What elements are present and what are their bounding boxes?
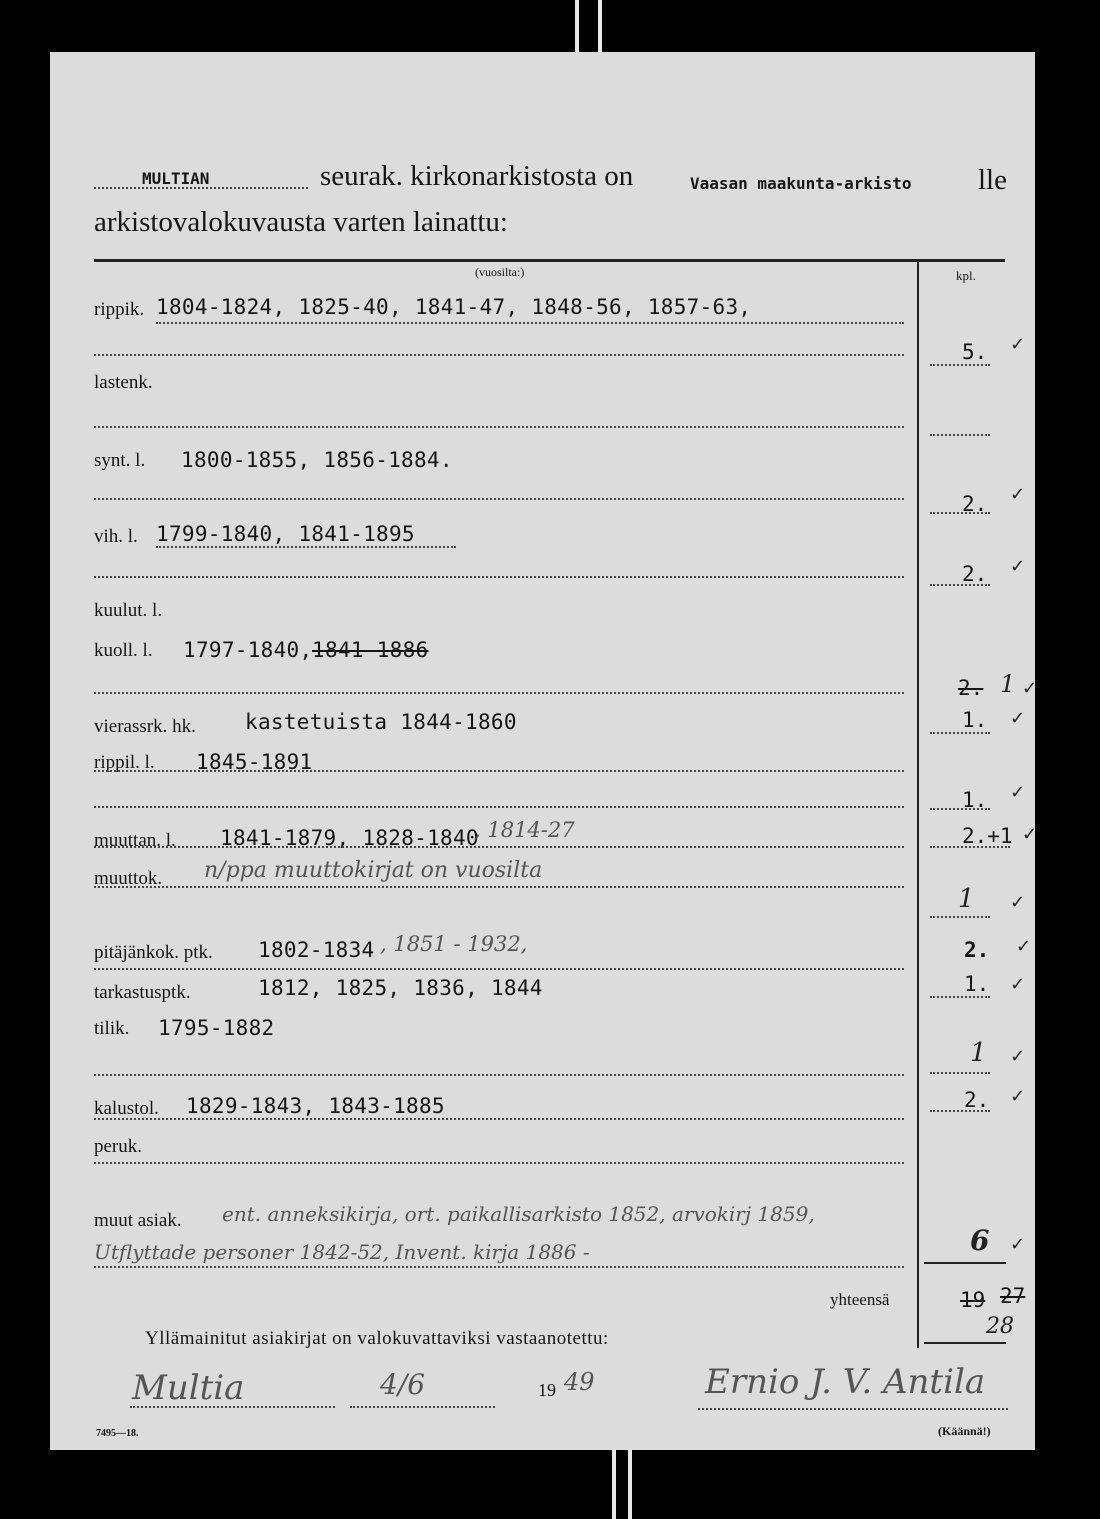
value-synt: 1800-1855, 1856-1884. [181, 448, 453, 472]
film-edge-line [612, 1450, 616, 1519]
dotted-line [156, 546, 456, 548]
form-number: 7495—18. [96, 1428, 139, 1439]
receipt-year-prefix: 19 [538, 1380, 556, 1400]
dotted-line [930, 1110, 990, 1112]
check-mark-icon: ✓ [1010, 334, 1026, 355]
label-kuulut: kuulut. l. [94, 600, 163, 621]
value-kuoll: 1797-1840, [183, 638, 313, 662]
check-mark-icon: ✓ [1022, 678, 1038, 699]
dotted-line [698, 1408, 1008, 1410]
years-note: (vuosilta:) [475, 265, 525, 279]
handwritten-muuttan: , 1814-27 [474, 818, 575, 842]
count-tarkastusptk: 1. [964, 972, 990, 996]
count-vih: 2. [962, 562, 988, 586]
dotted-line [94, 1162, 904, 1164]
dotted-line [350, 1406, 495, 1408]
dotted-line [94, 498, 904, 500]
dotted-line [94, 968, 904, 970]
label-vih: vih. l. [94, 526, 138, 547]
count-kalustol: 2. [964, 1088, 990, 1112]
label-rippik: rippik. [94, 299, 145, 320]
dotted-line [94, 806, 904, 808]
label-peruk: peruk. [94, 1136, 143, 1157]
receipt-text: Yllämainitut asiakirjat on valokuvattaviksi vastaanotettu: [145, 1328, 609, 1349]
handwritten-muut-2: Utflyttade personer 1842-52, Invent. kirja 1886 - [94, 1240, 590, 1264]
receipt-date: 4/6 [380, 1368, 426, 1401]
value-rippik: 1804-1824, 1825-40, 1841-47, 1848-56, 1857-63, [156, 295, 752, 319]
label-kuoll: kuoll. l. [94, 640, 153, 661]
kpl-header: kpl. [956, 268, 976, 283]
count-muuttok: 1 [958, 884, 975, 914]
dotted-line [94, 1074, 904, 1076]
check-mark-icon: ✓ [1010, 892, 1026, 913]
count-kuoll-struck: 2. [958, 676, 984, 700]
film-edge-line [575, 0, 579, 52]
header-suffix: lle [978, 164, 1007, 196]
label-vierassrk: vierassrk. hk. [94, 716, 196, 737]
count-vierassrk: 1. [962, 708, 988, 732]
label-rippil: rippil. l. [94, 752, 155, 773]
check-mark-icon: ✓ [1010, 556, 1026, 577]
check-mark-icon: ✓ [1010, 484, 1026, 505]
total-underline [924, 1342, 1006, 1344]
handwritten-muut-1: ent. anneksikirja, ort. paikallisarkisto 1852, arvokirj 1859, [222, 1202, 815, 1226]
label-kalustol: kalustol. [94, 1098, 159, 1119]
receipt-year-suffix: 49 [564, 1368, 595, 1396]
label-lastenk: lastenk. [94, 372, 153, 393]
value-kuoll-struck: 1841-1886 [312, 638, 429, 662]
total-struck: 19 [960, 1288, 986, 1312]
dotted-line [94, 426, 904, 428]
dotted-line [94, 846, 904, 848]
count-tilik: 1 [970, 1038, 987, 1068]
count-pitajankok: 2. [964, 938, 990, 962]
value-kalustol: 1829-1843, 1843-1885 [186, 1094, 445, 1118]
check-mark-icon: ✓ [1010, 974, 1026, 995]
value-rippil: 1845-1891 [196, 750, 313, 774]
receipt-place: Multia [132, 1368, 245, 1408]
dotted-line [930, 808, 990, 810]
dotted-line [930, 512, 990, 514]
dotted-line [930, 1072, 990, 1074]
total-rule [924, 1262, 1006, 1264]
count-kuoll: 1 [1000, 670, 1016, 698]
dotted-line [930, 846, 1010, 848]
header-text: seurak. kirkonarkistosta on [320, 160, 634, 192]
dotted-line [130, 1406, 335, 1408]
check-mark-icon: ✓ [1010, 708, 1026, 729]
check-mark-icon: ✓ [1010, 1234, 1026, 1255]
parish-name: MULTIAN [142, 169, 210, 188]
check-mark-icon: ✓ [1010, 1046, 1026, 1067]
check-mark-icon: ✓ [1016, 936, 1032, 957]
handwritten-pitajankok: , 1851 - 1932, [380, 932, 528, 956]
dotted-line [930, 916, 990, 918]
label-muut: muut asiak. [94, 1210, 182, 1231]
label-pitajankok: pitäjänkok. ptk. [94, 942, 213, 963]
dotted-line [94, 1266, 904, 1268]
count-muut: 6 [970, 1224, 990, 1257]
total-value: 28 [986, 1314, 1014, 1339]
label-synt: synt. l. [94, 450, 146, 471]
value-vih: 1799-1840, 1841-1895 [156, 522, 415, 546]
dotted-line [930, 364, 990, 366]
dotted-line [94, 770, 904, 772]
dotted-line [94, 576, 904, 578]
recipient-name: Vaasan maakunta-arkisto [690, 174, 912, 193]
value-muuttan: 1841-1879, 1828-1840 [220, 826, 479, 850]
film-edge-line [598, 0, 602, 52]
check-mark-icon: ✓ [1010, 782, 1026, 803]
header-rule [94, 259, 1005, 262]
count-synt: 2. [962, 492, 988, 516]
dotted-line [930, 434, 990, 436]
value-tilik: 1795-1882 [158, 1016, 275, 1040]
label-tilik: tilik. [94, 1018, 130, 1039]
check-mark-icon: ✓ [1010, 1086, 1026, 1107]
value-pitajankok: 1802-1834 [258, 938, 375, 962]
header-line2: arkistovalokuvausta varten lainattu: [94, 206, 508, 238]
label-muuttan: muuttan. l. [94, 830, 176, 851]
turn-note: (Käännä!) [938, 1424, 991, 1438]
column-divider [917, 261, 919, 1348]
film-edge-line [628, 1450, 632, 1519]
dotted-line [94, 886, 904, 888]
check-mark-icon: ✓ [1022, 824, 1038, 845]
dotted-line [930, 732, 990, 734]
total-struck-2: 27 [1000, 1284, 1026, 1308]
dotted-line [94, 692, 904, 694]
value-vierassrk: kastetuista 1844-1860 [245, 710, 517, 734]
count-rippik: 5. [962, 340, 988, 364]
count-rippil: 1. [962, 788, 988, 812]
dotted-line [930, 584, 990, 586]
archive-card [50, 52, 1038, 1450]
signature: Ernio J. V. Antila [705, 1362, 986, 1402]
dotted-line [930, 996, 990, 998]
count-muuttan: 2.+1 [962, 824, 1013, 848]
dotted-line [156, 322, 904, 324]
label-muuttok: muuttok. [94, 868, 163, 889]
label-tarkastusptk: tarkastusptk. [94, 982, 191, 1003]
total-label: yhteensä [830, 1290, 890, 1309]
dotted-line [94, 354, 904, 356]
dotted-line [94, 1118, 904, 1120]
handwritten-muuttok: n/ppa muuttokirjat on vuosilta [204, 858, 543, 883]
value-tarkastusptk: 1812, 1825, 1836, 1844 [258, 976, 543, 1000]
